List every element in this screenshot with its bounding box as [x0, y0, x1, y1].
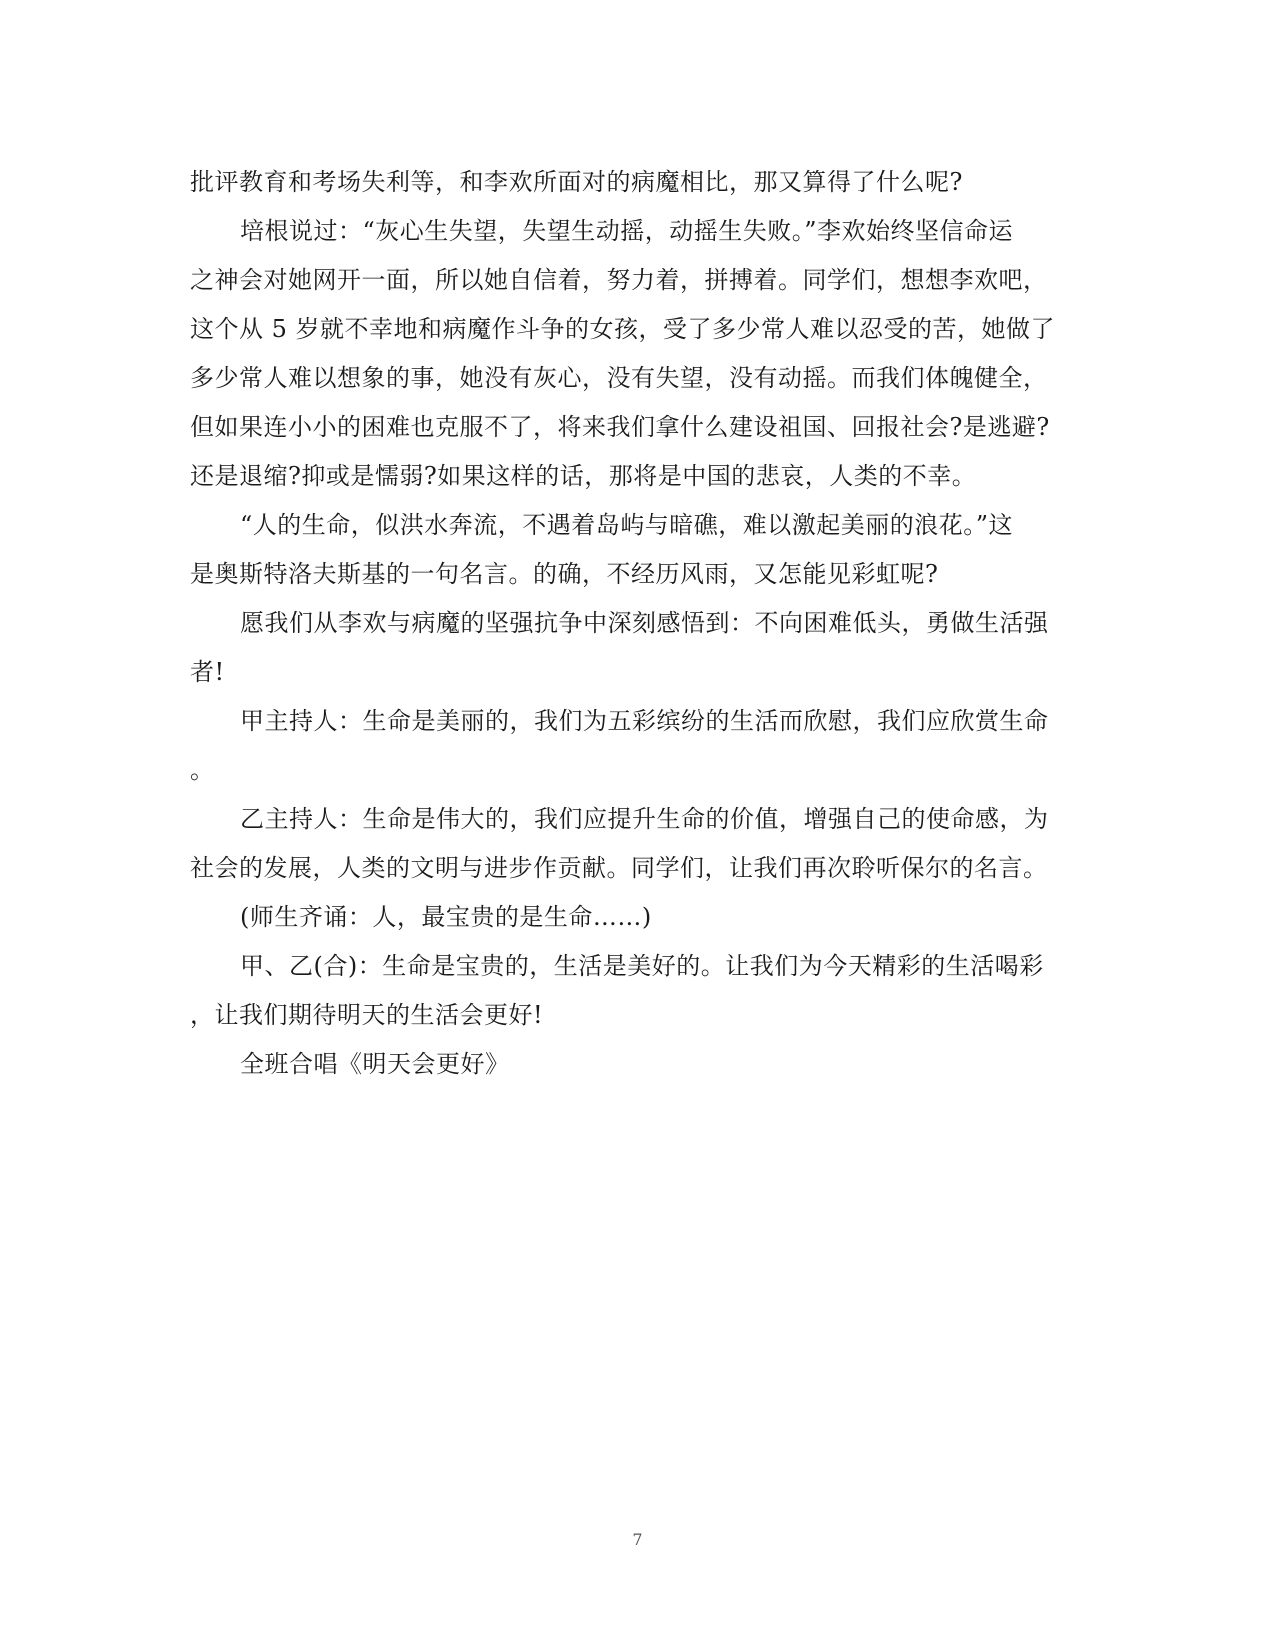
paragraph-line: 还是退缩?抑或是懦弱?如果这样的话，那将是中国的悲哀，人类的不幸。	[190, 462, 977, 490]
page-number: 7	[632, 1530, 643, 1549]
paragraph-line: ，让我们期待明天的生活会更好!	[190, 1001, 544, 1029]
paragraph-line: 甲主持人：生命是美丽的，我们为五彩缤纷的生活而欣慰，我们应欣赏生命	[240, 707, 1049, 735]
paragraph-line: 但如果连小小的困难也克服不了，将来我们拿什么建设祖国、回报社会?是逃避?	[190, 413, 1050, 441]
paragraph-line: 者!	[190, 658, 225, 686]
paragraph-line: 多少常人难以想象的事，她没有灰心，没有失望，没有动摇。而我们体魄健全，	[190, 364, 1048, 392]
paragraph-line: 社会的发展，人类的文明与进步作贡献。同学们，让我们再次聆听保尔的名言。	[190, 854, 1048, 882]
paragraph-line: 批评教育和考场失利等，和李欢所面对的病魔相比，那又算得了什么呢?	[190, 168, 963, 196]
paragraph-line: 之神会对她网开一面，所以她自信着，努力着，拼搏着。同学们，想想李欢吧，	[190, 266, 1048, 294]
paragraph-line: (师生齐诵：人，最宝贵的是生命……)	[240, 903, 652, 931]
paragraph-line: 愿我们从李欢与病魔的坚强抗争中深刻感悟到：不向困难低头，勇做生活强	[240, 609, 1049, 637]
paragraph-line: 是奥斯特洛夫斯基的一句名言。的确，不经历风雨，又怎能见彩虹呢?	[190, 560, 939, 588]
paragraph-line: 乙主持人：生命是伟大的，我们应提升生命的价值，增强自己的使命感，为	[240, 805, 1049, 833]
paragraph-line: 全班合唱《明天会更好》	[240, 1050, 510, 1078]
document-body	[190, 158, 1070, 1089]
paragraph-line: 甲、乙(合)：生命是宝贵的，生活是美好的。让我们为今天精彩的生活喝彩	[240, 952, 1044, 980]
paragraph-line: 。	[190, 756, 215, 784]
paragraph-line: 这个从 5 岁就不幸地和病魔作斗争的女孩，受了多少常人难以忍受的苦，她做了	[190, 315, 1056, 343]
paragraph-line: 培根说过：“灰心生失望，失望生动摇，动摇生失败。”李欢始终坚信命运	[240, 217, 1014, 245]
paragraph-line: “人的生命，似洪水奔流，不遇着岛屿与暗礁，难以激起美丽的浪花。”这	[240, 511, 1014, 539]
